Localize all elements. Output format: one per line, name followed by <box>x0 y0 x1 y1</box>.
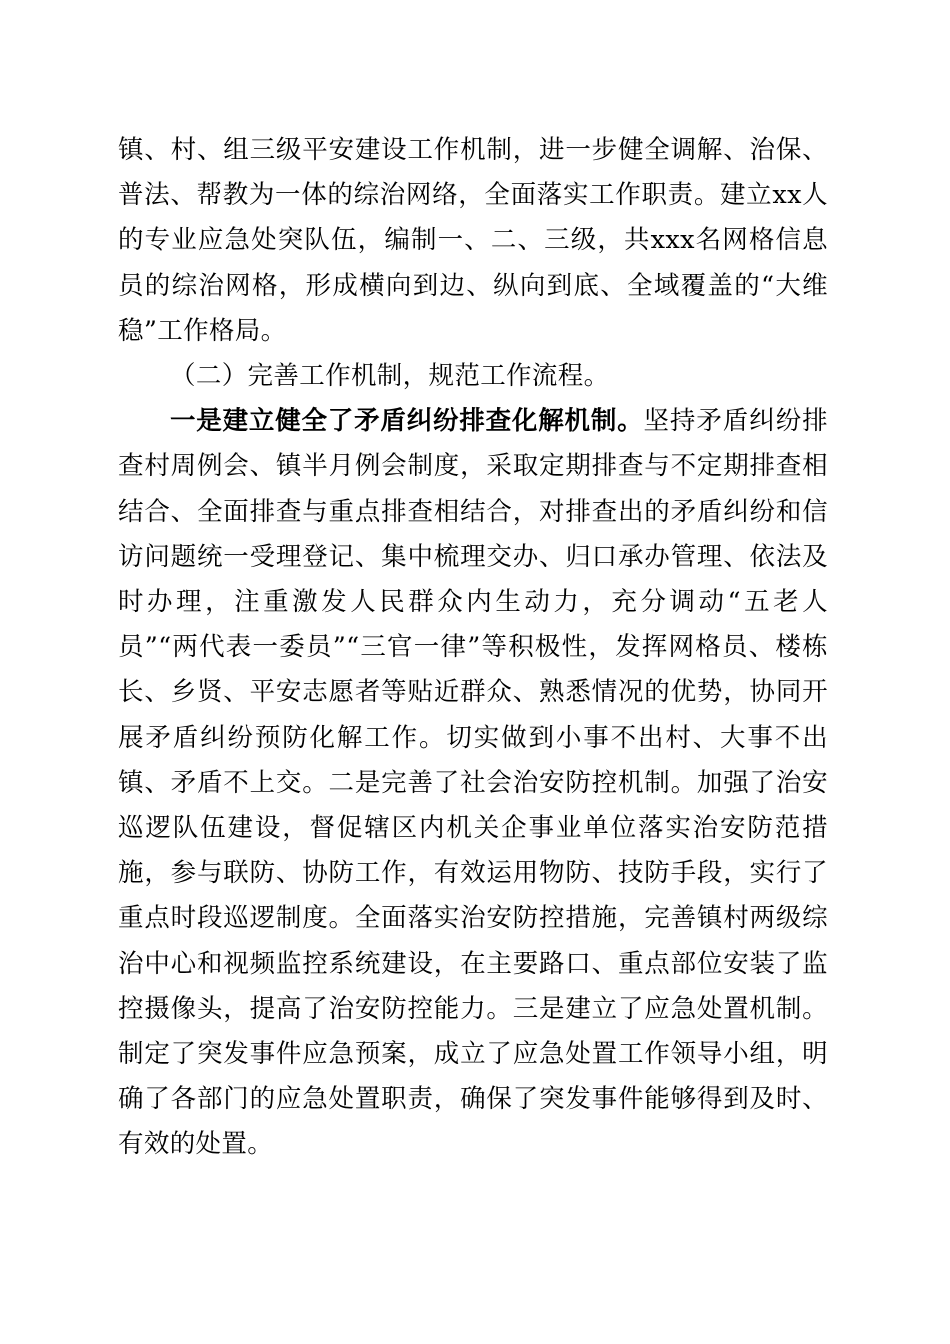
section-heading: （二）完善工作机制，规范工作流程。 <box>170 361 610 392</box>
paragraph-lead-bold: 一是建立健全了矛盾纠纷排查化解机制。 <box>170 406 644 437</box>
paragraph-mechanisms <box>118 399 828 1167</box>
document-page <box>118 128 828 1168</box>
paragraph-continuation: 镇、村、组三级平安建设工作机制，进一步健全调解、治保、普法、帮教为一体的综治网络，全面落实工作职责。建立xx人的专业应急处突队伍，编制一、二、三级，共xxx名网格信息员的综治网格，形成横向到边、纵向到底、全域覆盖的“大维稳”工作格局。 <box>118 135 828 346</box>
paragraph-body: 坚持矛盾纠纷排查村周例会、镇半月例会制度，采取定期排查与不定期排查相结合、全面排查与重点排查相结合，对排查出的矛盾纠纷和信访问题统一受理登记、集中梳理交办、归口承办管理、依法及时办理，注重激发人民群众内生动力，充分调动“五老人员”“两代表一委员”“三官一律”等积极性，发挥网格员、楼栋长、乡贤、平安志愿者等贴近群众、熟悉情况的优势，协同开展矛盾纠纷预防化解工作。切实做到小事不出村、大事不出镇、矛盾不上交。二是完善了社会治安防控机制。加强了治安巡逻队伍建设，督促辖区内机关企事业单位落实治安防范措施，参与联防、协防工作，有效运用物防、技防手段，实行了重点时段巡逻制度。全面落实治安防控措施，完善镇村两级综治中心和视频监控系统建设，在主要路口、重点部位安装了监控摄像头，提高了治安防控能力。三是建立了应急处置机制。制定了突发事件应急预案，成立了应急处置工作领导小组，明确了各部门的应急处置职责，确保了突发事件能够得到及时、有效的处置。 <box>118 406 828 1160</box>
